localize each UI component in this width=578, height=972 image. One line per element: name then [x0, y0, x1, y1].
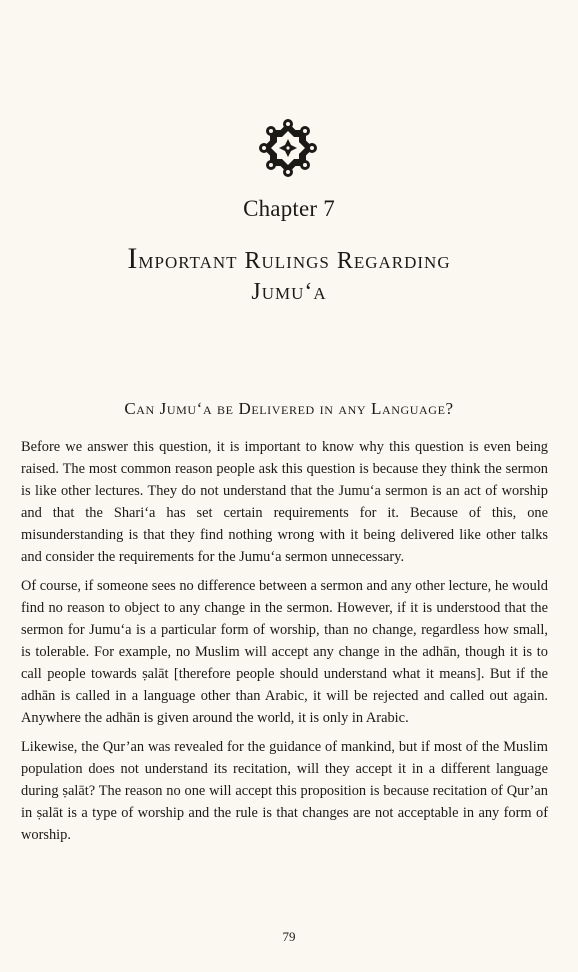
body-text — [21, 436, 548, 853]
paragraph: Of course, if someone sees no difference between a sermon and any other lecture, he would find no reason to object to any change in the sermon. However, if it is understood that the sermon for Jumu‘a is a particular form of worship, than no change, regardless how small, is tolerable. For example, no Muslim will accept any change in the adhān, though it is to call people towards ṣalāt [therefore people should understand what it means]. But if the adhān is called in a language other than Arabic, it will be rejected and called out again. Anywhere the adhān is given around the world, it is only in Arabic. — [21, 578, 548, 726]
section-heading: Can Jumu‘a be Delivered in any Language? — [124, 399, 454, 418]
eight-point-star-ornament-icon — [258, 118, 318, 178]
chapter-number: Chapter 7 — [243, 196, 335, 221]
chapter-title — [20, 243, 558, 308]
page-number: 79 — [282, 929, 296, 944]
paragraph: Likewise, the Qur’an was revealed for the guidance of mankind, but if most of the Muslim population does not understand its recitation, will they accept it in a different language during ṣalāt? The reason no one will accept this proposition is because recitation of Qur’an in ṣalāt is a type of worship and the rule is that changes are not acceptable in any form of worship. — [21, 739, 548, 843]
paragraph: Before we answer this question, it is important to know why this question is even being raised. The most common reason people ask this question is because they think the sermon is like other lectures. They do not understand that the Jumu‘a sermon is an act of worship and that the Shari‘a has set certain requirements for it. Because of this, one misunderstanding is that they find nothing wrong with it being delivered like other talks and consider the requirements for the Jumu‘a sermon unnecessary. — [21, 439, 548, 565]
chapter-title-line-1: Important Rulings Regarding — [127, 242, 451, 275]
chapter-title-line-2: Jumu‘a — [251, 279, 327, 305]
